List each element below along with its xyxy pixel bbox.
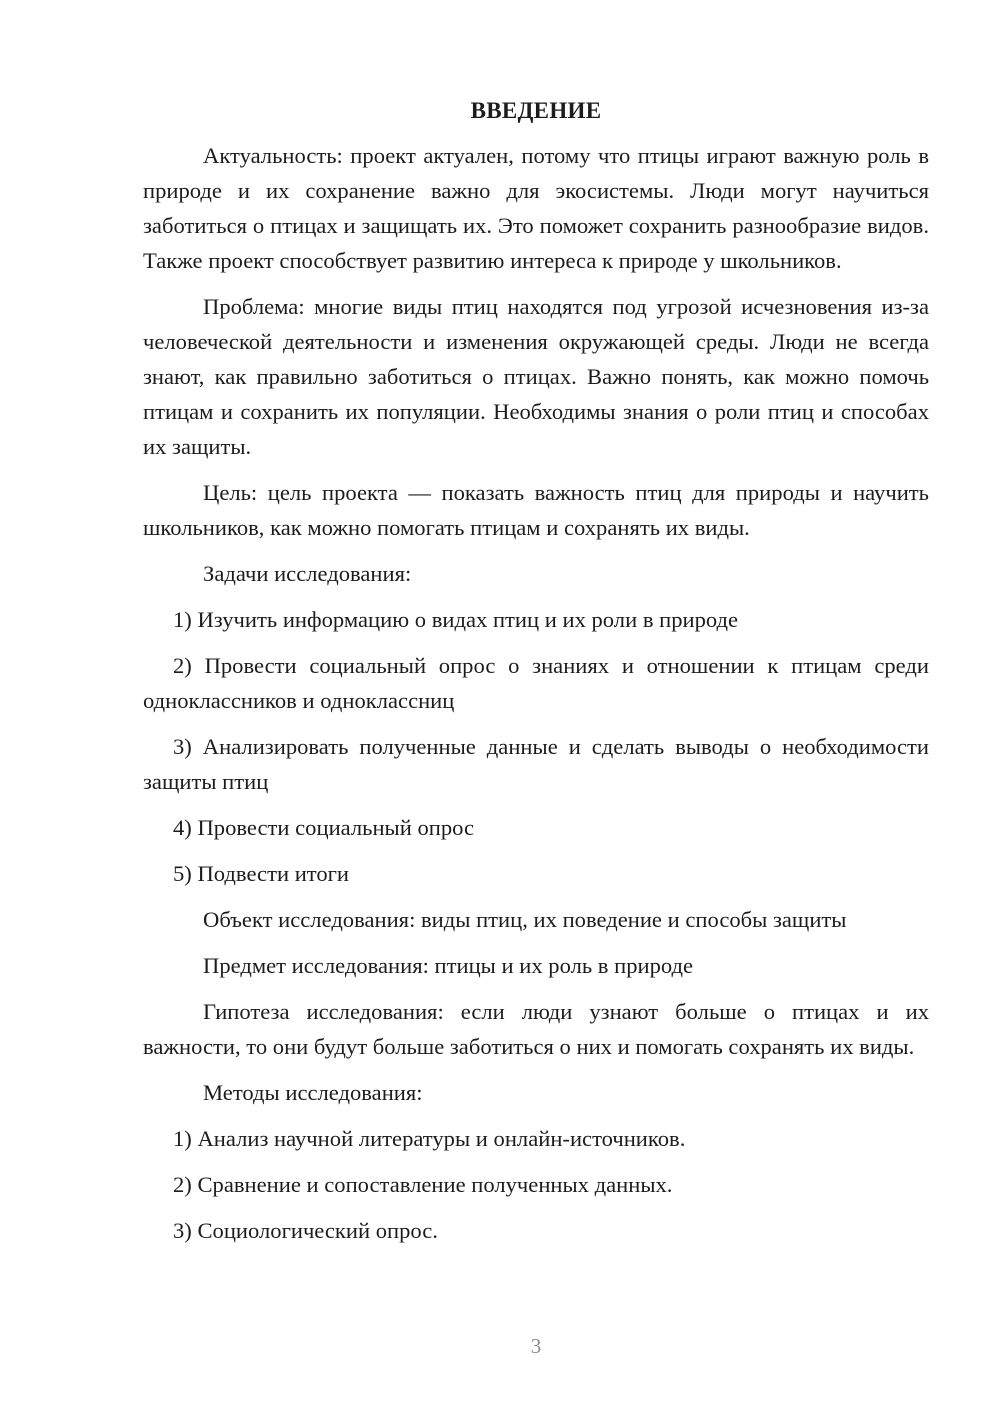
list-item-method-2: 2) Сравнение и сопоставление полученных данных. xyxy=(173,1172,673,1197)
methods-title: Методы исследования: xyxy=(203,1080,423,1105)
list-item-task-3: 3) Анализировать полученные данные и сделать выводы о необходимости защиты птиц xyxy=(143,734,929,794)
list-item-task-2: 2) Провести социальный опрос о знаниях и отношении к птицам среди одноклассников и одноклассниц xyxy=(143,653,929,713)
list-item-task-5: 5) Подвести итоги xyxy=(173,861,350,886)
paragraph-hypothesis: Гипотеза исследования: если люди узнают больше о птицах и их важности, то они будут больше заботиться о них и помогать сохранять их виды. xyxy=(143,999,929,1059)
list-item-task-4: 4) Провести социальный опрос xyxy=(173,815,475,840)
list-item-task-1: 1) Изучить информацию о видах птиц и их роли в природе xyxy=(173,607,739,632)
list-item-method-3: 3) Социологический опрос. xyxy=(173,1218,438,1243)
page-number: 3 xyxy=(530,1334,542,1358)
tasks-title: Задачи исследования: xyxy=(203,561,412,586)
list-item-method-1: 1) Анализ научной литературы и онлайн-источников. xyxy=(173,1126,686,1151)
paragraph-subject: Предмет исследования: птицы и их роль в природе xyxy=(203,953,694,978)
paragraph-actuality: Актуальность: проект актуален, потому что птицы играют важную роль в природе и их сохранение важно для экосистемы. Люди могут научиться заботиться о птицах и защищать их. Это поможет сохранить разнообразие видов. Также проект способствует развитию интереса к природе у школьников. xyxy=(143,143,929,273)
page-content xyxy=(143,94,929,1248)
paragraph-goal: Цель: цель проекта — показать важность птиц для природы и научить школьников, как можно помогать птицам и сохранять их виды. xyxy=(143,480,929,540)
paragraph-problem: Проблема: многие виды птиц находятся под угрозой исчезновения из-за человеческой деятельности и изменения окружающей среды. Люди не всегда знают, как правильно заботиться о птицах. Важно понять, как можно помочь птицам и сохранить их популяции. Необходимы знания о роли птиц и способах их защиты. xyxy=(143,294,929,459)
paragraph-object: Объект исследования: виды птиц, их поведение и способы защиты xyxy=(203,907,847,932)
section-heading: ВВЕДЕНИЕ xyxy=(470,98,602,123)
